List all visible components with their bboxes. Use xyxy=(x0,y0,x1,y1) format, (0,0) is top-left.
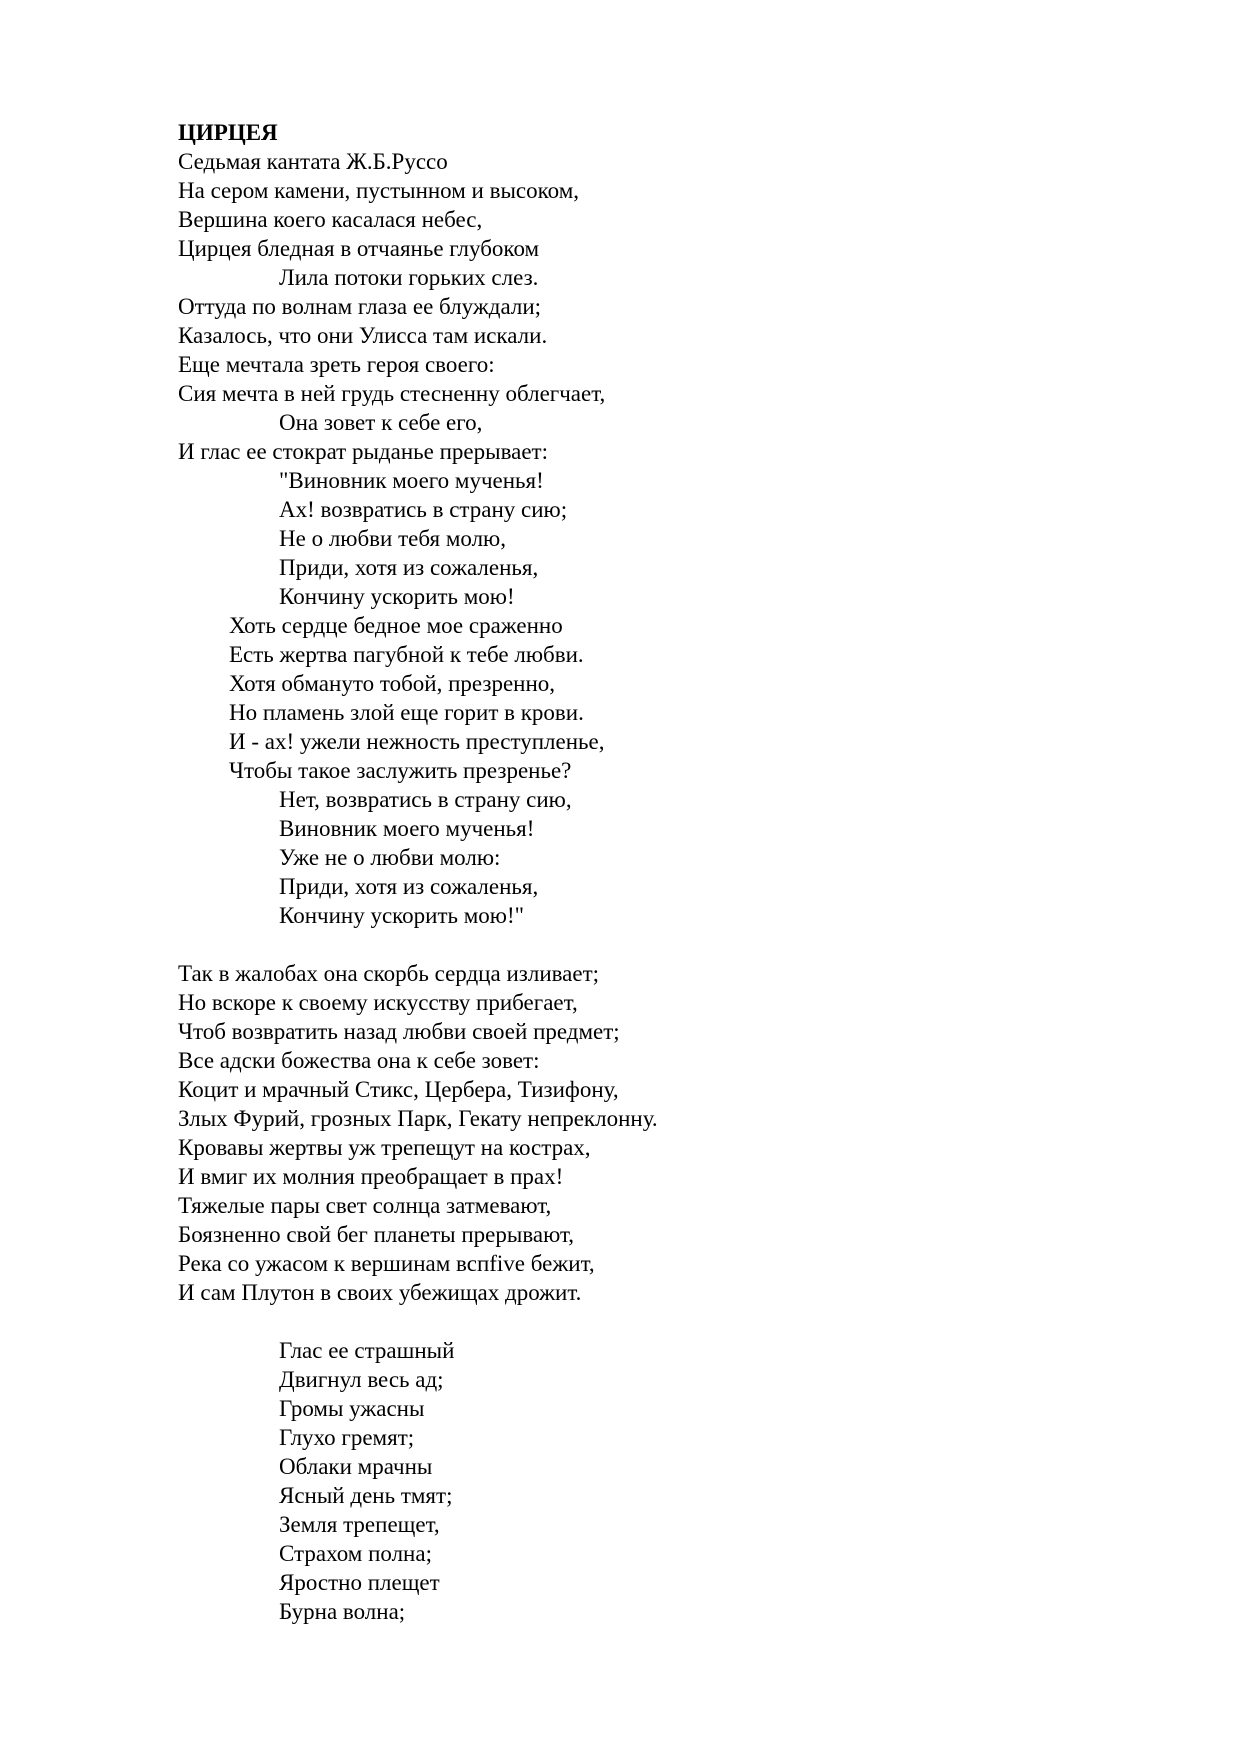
poem-line: Тяжелые пары свет солнца затмевают, xyxy=(178,1193,552,1218)
poem-line: Виновник моего мученья! xyxy=(279,816,535,841)
poem-line: Глас ее страшный xyxy=(279,1338,455,1363)
poem-line: Лила потоки горьких слез. xyxy=(279,265,539,290)
poem-line: И - ах! ужели нежность преступленье, xyxy=(229,729,605,754)
poem-line: Ясный день тмят; xyxy=(279,1483,453,1508)
poem-line: Еще мечтала зреть героя своего: xyxy=(178,352,495,377)
poem-line: Коцит и мрачный Стикс, Цербера, Тизифону, xyxy=(178,1077,619,1102)
poem-line: Двигнул весь ад; xyxy=(279,1367,444,1392)
poem-line: И глас ее стократ рыданье прерывает: xyxy=(178,439,548,464)
poem-subtitle: Седьмая кантата Ж.Б.Руссо xyxy=(178,149,448,174)
poem-line: Не о любви тебя молю, xyxy=(279,526,506,551)
poem-line: Страхом полна; xyxy=(279,1541,432,1566)
poem-line: Приди, хотя из сожаленья, xyxy=(279,555,539,580)
poem-line: Боязненно свой бег планеты прерывают, xyxy=(178,1222,575,1247)
poem-line: Так в жалобах она скорбь сердца изливает; xyxy=(178,961,600,986)
poem-line: Кончину ускорить мою!" xyxy=(279,903,525,928)
poem-line: Все адски божества она к себе зовет: xyxy=(178,1048,540,1073)
poem-line: Яростно плещет xyxy=(279,1570,440,1595)
poem-line: Есть жертва пагубной к тебе любви. xyxy=(229,642,584,667)
poem-line: Бурна волна; xyxy=(279,1599,406,1624)
poem-line: Хоть сердце бедное мое сраженно xyxy=(229,613,563,638)
poem-line: Злых Фурий, грозных Парк, Гекату непреклонну. xyxy=(178,1106,658,1131)
poem-line: Кончину ускорить мою! xyxy=(279,584,515,609)
poem-line: На сером камени, пустынном и высоком, xyxy=(178,178,580,203)
poem-title: ЦИРЦЕЯ xyxy=(178,120,278,145)
poem-line: Сия мечта в ней грудь стесненну облегчает, xyxy=(178,381,606,406)
poem-line: Облаки мрачны xyxy=(279,1454,433,1479)
poem-line: Но вскоре к своему искусству прибегает, xyxy=(178,990,578,1015)
poem-line: Земля трепещет, xyxy=(279,1512,440,1537)
poem-line: Она зовет к себе его, xyxy=(279,410,483,435)
poem-line: Чтоб возвратить назад любви своей предмет; xyxy=(178,1019,620,1044)
poem-line: Но пламень злой еще горит в крови. xyxy=(229,700,584,725)
poem-line: Река со ужасом к вершинам вспfive бежит, xyxy=(178,1251,595,1276)
poem-line: И вмиг их молния преобращает в прах! xyxy=(178,1164,564,1189)
poem-line: Цирцея бледная в отчаянье глубоком xyxy=(178,236,540,261)
poem-line: Казалось, что они Улисса там искали. xyxy=(178,323,548,348)
poem-line: Нет, возвратись в страну сию, xyxy=(279,787,572,812)
poem-line: Чтобы такое заслужить презренье? xyxy=(229,758,572,783)
poem-line: Уже не о любви молю: xyxy=(279,845,501,870)
poem-line: Оттуда по волнам глаза ее блуждали; xyxy=(178,294,542,319)
blank-line xyxy=(178,930,1078,959)
poem-line: Приди, хотя из сожаленья, xyxy=(279,874,539,899)
poem-lines xyxy=(178,176,1078,1626)
poem-line: Глухо гремят; xyxy=(279,1425,415,1450)
poem-line: "Виновник моего мученья! xyxy=(279,468,544,493)
poem-line: Громы ужасны xyxy=(279,1396,425,1421)
poem-line: Ах! возвратись в страну сию; xyxy=(279,497,568,522)
poem-line: Кровавы жертвы уж трепещут на кострах, xyxy=(178,1135,591,1160)
blank-line xyxy=(178,1307,1078,1336)
poem-line: И сам Плутон в своих убежищах дрожит. xyxy=(178,1280,582,1305)
poem-line: Вершина коего касалася небес, xyxy=(178,207,483,232)
poem-text xyxy=(178,118,1078,1626)
poem-line: Хотя обмануто тобой, презренно, xyxy=(229,671,556,696)
